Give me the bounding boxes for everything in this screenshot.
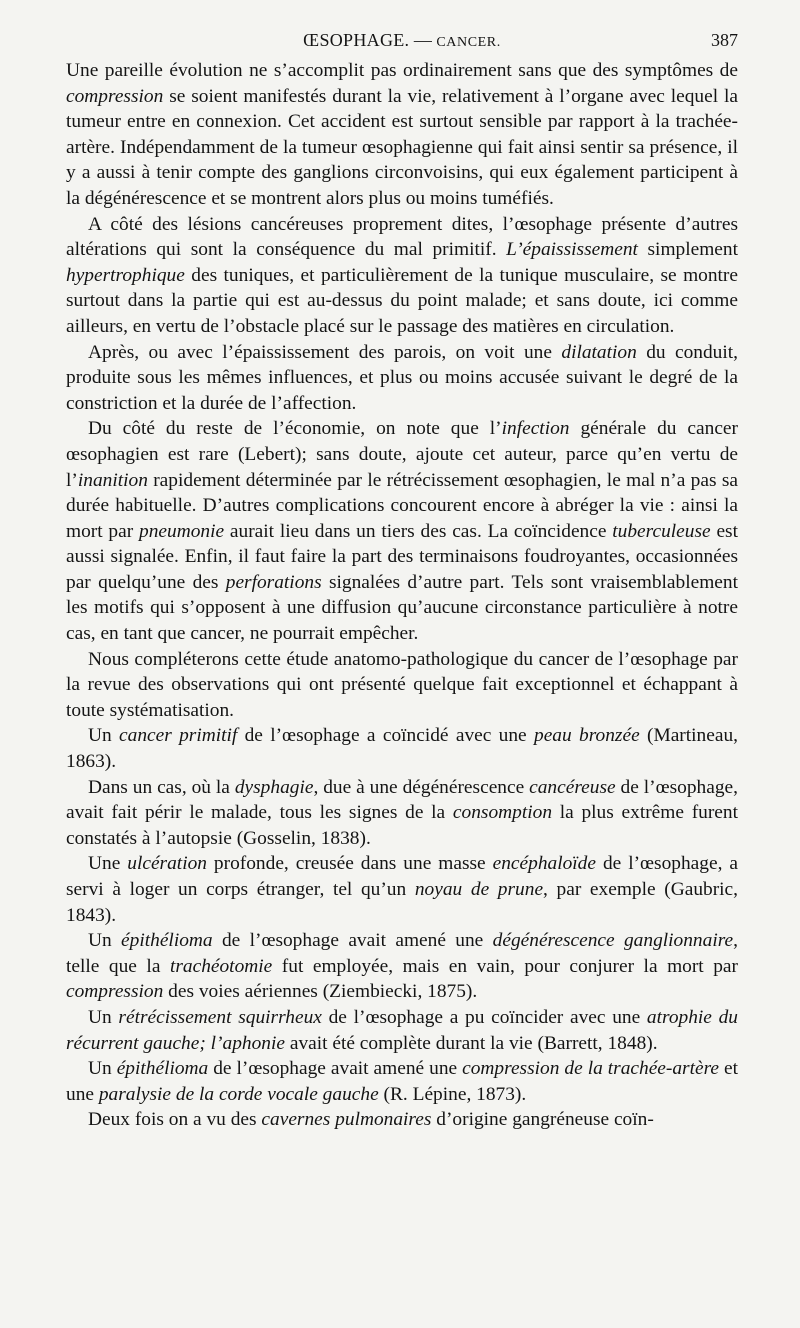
text-run: générale du cancer œsophagien est rare (Lebert); sans doute, ajoute cet auteur, parce qu’en vertu de l’ — [66, 418, 738, 491]
paragraph-p6 — [66, 723, 738, 774]
paragraph-p11 — [66, 1056, 738, 1107]
italic-term: consomption — [452, 802, 553, 824]
text-run: Après, ou avec l’épaississement des parois, on voit une — [88, 341, 562, 363]
text-run: Un — [88, 930, 122, 952]
text-run: signalées d’autre part. Tels sont vraisemblablement les motifs qui s’opposent à une diffusion qu’aucune circonstance particulière à notre cas, en tant que cancer, ne pourrait empêcher. — [66, 571, 738, 645]
text-run: de l’œsophage avait amené une — [208, 1058, 463, 1080]
text-run: Dans un cas, où la — [88, 776, 235, 798]
paragraph-p4 — [66, 416, 738, 646]
text-run: profonde, creusée dans une masse — [206, 853, 493, 875]
text-run: est aussi signalée. Enfin, il faut faire la part des terminaisons foudroyantes, occasionnées par quelqu’une des — [66, 520, 738, 593]
italic-term: cancer primitif — [119, 725, 238, 747]
italic-term: hypertrophique — [66, 264, 185, 286]
text-run: de l’œsophage, avait fait périr le malade, tous les signes de la — [66, 776, 738, 824]
italic-term: cancéreuse — [529, 776, 616, 798]
italic-term: perforations — [225, 571, 322, 593]
italic-term: compression de la trachée-artère — [462, 1058, 720, 1080]
text-run: la plus extrême furent constatés à l’autopsie (Gosselin, 1838). — [66, 802, 738, 849]
text-run: , par exemple (Gaubric, 1843). — [66, 879, 739, 926]
text-run: Nous compléterons cette étude anatomo-pathologique du cancer de l’œsophage par la revue des observations qui ont présenté quelque fait exceptionnel et échappant à toute systématisation. — [66, 648, 738, 721]
paragraph-p2 — [66, 212, 738, 340]
paragraph-p5 — [66, 647, 738, 724]
running-header — [66, 30, 738, 52]
header-subtitle: CANCER. — [436, 35, 501, 50]
paragraph-p12 — [66, 1107, 738, 1133]
italic-term: inanition — [77, 469, 148, 491]
italic-term: L’épaississement — [506, 239, 638, 261]
text-run: fut employée, mais en vain, pour conjurer la mort par — [272, 955, 738, 977]
paragraph-p1 — [66, 58, 738, 212]
text-run: Un — [88, 1058, 117, 1080]
italic-term: dysphagie — [234, 776, 314, 798]
text-run: Un — [88, 725, 120, 747]
paragraph-p7 — [66, 775, 738, 852]
text-run: Une pareille évolution ne s’accomplit pas ordinairement sans que des symptômes de — [66, 60, 738, 81]
text-run: des tuniques, et particulièrement de la tunique musculaire, se montre surtout dans la partie qui est au-dessus du point malade; et sans doute, ici comme ailleurs, en vertu de l’obstacle placé sur le passage des matières en circulation. — [66, 264, 738, 337]
italic-term: dégénérescence ganglionnaire — [492, 930, 734, 952]
text-run: Du côté du reste de l’économie, on note que l’ — [88, 418, 502, 440]
text-run: de l’œsophage avait amené une — [212, 930, 493, 952]
text-run: A côté des lésions cancéreuses proprement dites, l’œsophage présente d’autres altérations qui sont la conséquence du mal primitif. — [66, 213, 738, 261]
paragraph-p8 — [66, 851, 738, 928]
text-run: et une — [66, 1058, 739, 1105]
text-run: aurait lieu dans un tiers des cas. La coïncidence — [224, 520, 613, 542]
italic-term: pneumonie — [139, 520, 225, 542]
italic-term: épithélioma — [116, 1058, 209, 1080]
header-dash: — — [413, 30, 432, 50]
text-run: (Martineau, 1863). — [66, 725, 738, 773]
italic-term: trachéotomie — [169, 955, 273, 977]
italic-term: peau bronzée — [534, 725, 640, 747]
text-run: d’origine gangréneuse coïn- — [431, 1109, 654, 1131]
italic-term: encéphaloïde — [492, 853, 596, 875]
italic-term: rétrécissement squirrheux — [118, 1006, 322, 1028]
paragraph-p3 — [66, 340, 738, 417]
text-run: avait été complète durant la vie (Barrett, 1848). — [284, 1032, 658, 1054]
italic-term: compression — [66, 85, 164, 107]
text-run: (R. Lépine, 1873). — [378, 1083, 527, 1105]
italic-term: ulcération — [127, 853, 207, 875]
text-run: Deux fois on a vu des — [88, 1109, 262, 1131]
text-run: simplement — [637, 239, 738, 261]
text-run: Un — [88, 1006, 119, 1028]
italic-term: tuberculeuse — [612, 520, 711, 542]
italic-term: atrophie du récurrent gauche; l’aphonie — [66, 1006, 738, 1054]
text-run: de l’œsophage, a servi à loger un corps étranger, tel qu’un — [66, 853, 738, 900]
italic-term: épithélioma — [121, 930, 213, 952]
header-title: ŒSOPHAGE. — [303, 30, 410, 50]
italic-term: compression — [66, 981, 164, 1003]
text-run: se soient manifestés durant la vie, relativement à l’organe avec lequel la tumeur entre en connexion. Cet accident est surtout sensible par rapport à la trachée-artère. Indépendamment de la tumeur œsophagienne qui fait ainsi sentir sa présence, il y a aussi à tenir compte des ganglions circonvoisins, qui eux également participent à la dégénérescence et se montrent alors plus ou moins tuméfiés. — [66, 85, 738, 209]
text-run: de l’œsophage a coïncidé avec une — [237, 725, 534, 747]
italic-term: dilatation — [561, 341, 637, 363]
text-run: de l’œsophage a pu coïncider avec une — [321, 1006, 647, 1028]
italic-term: cavernes pulmonaires — [261, 1109, 432, 1131]
text-run: des voies aériennes (Ziembiecki, 1875). — [163, 981, 478, 1003]
text-run: Une — [88, 853, 128, 875]
italic-term: paralysie de la corde vocale gauche — [98, 1083, 379, 1105]
text-run: , due à une dégénérescence — [313, 776, 530, 798]
paragraph-p9 — [66, 928, 738, 1005]
italic-term: infection — [501, 418, 570, 440]
text-run: rapidement déterminée par le rétrécissement œsophagien, le mal n’a pas sa durée habituelle. D’autres complications concourent encore à abréger la vie : ainsi la mort par — [66, 469, 738, 542]
text-body — [66, 58, 738, 1133]
text-run: du conduit, produite sous les mêmes influences, et plus ou moins accusée suivant le degré de la constriction et la durée de l’affection. — [66, 341, 738, 414]
page-number: 387 — [711, 30, 738, 50]
text-run: , telle que la — [66, 930, 739, 977]
paragraph-p10 — [66, 1005, 738, 1056]
italic-term: noyau de prune — [414, 879, 544, 900]
